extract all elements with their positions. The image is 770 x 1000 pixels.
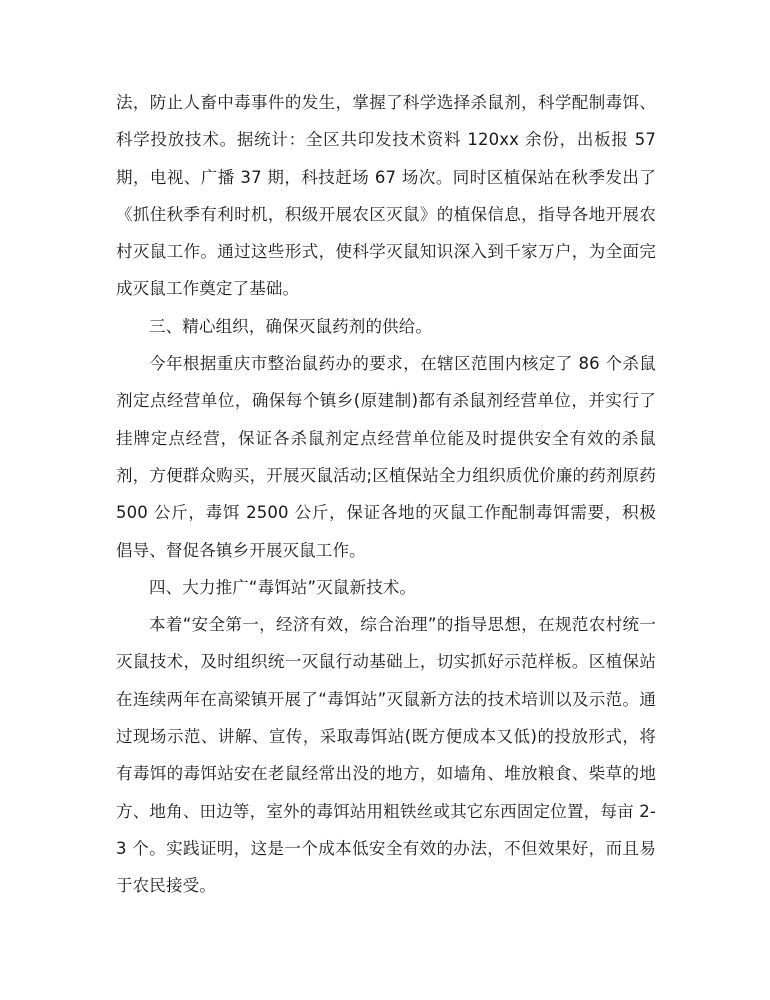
section-heading-4: 四、大力推广“毒饵站”灭鼠新技术。	[149, 577, 417, 597]
paragraph-section-4: 本着“安全第一，经济有效，综合治理”的指导思想，在规范农村统一灭鼠技术，及时组织统一灭鼠行动基础上，切实抓好示范样板。区植保站在连续两年在高梁镇开展了“毒饵站”灭鼠新方法的技术培训以及示范。通过现场示范、讲解、宣传，采取毒饵站(既方便成本又低)的投放形式，将有毒饵的毒饵站安在老鼠经常出没的地方，如墙角、堆放粮食、柴草的地方、地角、田边等，室外的毒饵站用粗铁丝或其它东西固定位置，每亩 2-3 个。实践证明，这是一个成本低安全有效的办法，不但效果好，而且易于农民接受。	[116, 615, 656, 896]
section-heading-3: 三、精心组织，确保灭鼠药剂的供给。	[149, 316, 433, 336]
document-body	[116, 84, 656, 905]
paragraph-continuation: 法，防止人畜中毒事件的发生，掌握了科学选择杀鼠剂，科学配制毒饵、科学投放技术。据统计：全区共印发技术资料 120xx 余份，出板报 57 期，电视、广播 37 期，科技赶场 67 场次。同时区植保站在秋季发出了《抓住秋季有利时机，积级开展农区灭鼠》的植保信息，指导各地开展农村灭鼠工作。通过这些形式，使科学灭鼠知识深入到千家万户，为全面完成灭鼠工作奠定了基础。	[116, 93, 656, 299]
paragraph-section-3: 今年根据重庆市整治鼠药办的要求，在辖区范围内核定了 86 个杀鼠剂定点经营单位，确保每个镇乡(原建制)都有杀鼠剂经营单位，并实行了挂牌定点经营，保证各杀鼠剂定点经营单位能及时提供安全有效的杀鼠剂，方便群众购买，开展灭鼠活动;区植保站全力组织质优价廉的药剂原药 500 公斤，毒饵 2500 公斤，保证各地的灭鼠工作配制毒饵需要，积极倡导、督促各镇乡开展灭鼠工作。	[116, 354, 656, 560]
